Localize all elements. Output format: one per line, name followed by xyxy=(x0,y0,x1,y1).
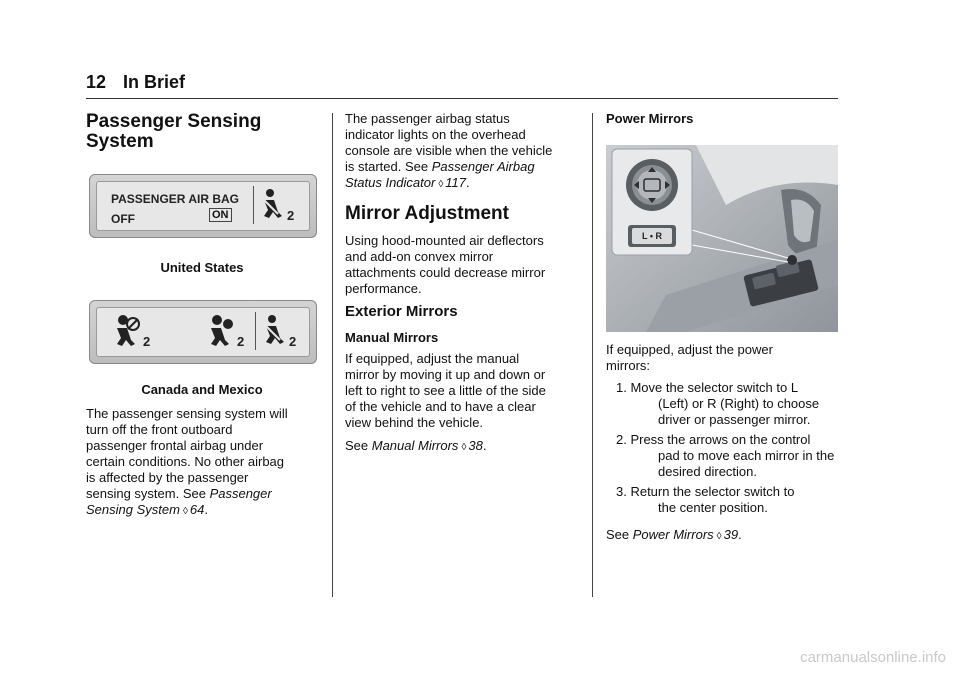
lr-selector-switch: L • R xyxy=(642,231,662,241)
text-line: Sensing System ◊ 64. xyxy=(86,502,208,517)
exterior-mirrors-heading: Exterior Mirrors xyxy=(345,303,458,320)
passenger-sensing-paragraph xyxy=(86,406,326,520)
power-mirrors-link[interactable]: Power Mirrors xyxy=(632,527,714,542)
page-ref-icon: ◊ xyxy=(182,506,188,517)
column-divider-1 xyxy=(332,113,333,597)
power-mirrors-intro xyxy=(606,342,842,374)
watermark: carmanualsonline.info xyxy=(800,649,946,666)
passenger-air-bag-label: PASSENGER AIR BAG xyxy=(111,192,240,206)
seat-position-digit-3: 2 xyxy=(289,334,297,349)
text-line: performance. xyxy=(345,281,422,296)
text-line: mirrors: xyxy=(606,358,651,373)
page-ref-number[interactable]: 39 xyxy=(723,527,739,542)
text-line: sensing system. See Passenger xyxy=(86,486,272,501)
text-line: certain conditions. No other airbag xyxy=(86,454,285,469)
page-ref-icon: ◊ xyxy=(461,442,467,453)
step-1: 1. Move the selector switch to L (Left) or R (Right) to choose driver or passenger mirror. xyxy=(616,380,820,427)
manual-mirrors-paragraph xyxy=(345,351,585,431)
text-line: and add-on convex mirror xyxy=(345,249,494,264)
text-line: is affected by the passenger xyxy=(86,470,249,485)
page-ref-number[interactable]: 64 xyxy=(189,502,205,517)
page-ref-number[interactable]: 117 xyxy=(445,175,467,190)
page-ref-icon: ◊ xyxy=(438,179,444,190)
page-ref-icon: ◊ xyxy=(716,531,722,542)
manual-mirrors-heading: Manual Mirrors xyxy=(345,330,439,345)
text-line: If equipped, adjust the power xyxy=(606,342,773,357)
text-line: indicator lights on the overhead xyxy=(345,127,526,142)
airbag-indicator-canada-mexico xyxy=(89,300,317,364)
text-line: of the vehicle and to have a clear xyxy=(345,399,536,414)
text-line: The passenger sensing system will xyxy=(86,406,288,421)
section-heading-line2: System xyxy=(86,131,154,152)
column-divider-2 xyxy=(592,113,593,597)
text-line: is started. See Passenger Airbag xyxy=(345,159,535,174)
text-line: passenger frontal airbag under xyxy=(86,438,264,453)
seat-belt-icon xyxy=(260,188,288,220)
page-ref-number[interactable]: 38 xyxy=(468,438,483,453)
passenger-sensing-link-cont[interactable]: Sensing System xyxy=(86,502,180,517)
airbag-status-link[interactable]: Passenger Airbag xyxy=(431,159,535,174)
door-panel-illustration xyxy=(606,145,838,332)
header-rule xyxy=(86,98,838,99)
power-mirrors-steps xyxy=(606,380,846,516)
panel-divider-2 xyxy=(255,312,256,350)
manual-mirrors-link[interactable]: Manual Mirrors xyxy=(371,438,459,453)
text-line: view behind the vehicle. xyxy=(345,415,484,430)
text-line: mirror by moving it up and down or xyxy=(345,367,546,382)
on-label: ON xyxy=(209,208,232,222)
caption-canada-mexico: Canada and Mexico xyxy=(141,382,263,397)
text-line: attachments could decrease mirror xyxy=(345,265,546,280)
text-line: left to right to see a little of the side xyxy=(345,383,546,398)
page-number: 12 xyxy=(86,72,107,92)
power-mirrors-heading: Power Mirrors xyxy=(606,111,694,126)
airbag-on-icon xyxy=(205,314,235,348)
mirror-warning-paragraph xyxy=(345,233,585,297)
text-line: Using hood-mounted air deflectors xyxy=(345,233,544,248)
section-title: In Brief xyxy=(123,72,186,92)
power-mirror-control-photo xyxy=(606,145,838,332)
section-heading-line1: Passenger Sensing xyxy=(86,111,262,132)
power-mirrors-see-also: See Power Mirrors ◊ 39. xyxy=(606,527,742,542)
step-3: 3. Return the selector switch to the center position. xyxy=(616,484,795,515)
text-line: The passenger airbag status xyxy=(345,111,510,126)
seat-belt-icon-2 xyxy=(262,314,290,346)
seat-position-digit-1: 2 xyxy=(143,334,151,349)
text-line: If equipped, adjust the manual xyxy=(345,351,520,366)
text-line: turn off the front outboard xyxy=(86,422,233,437)
caption-united-states: United States xyxy=(160,260,244,275)
text-line: Status Indicator ◊ 117. xyxy=(345,175,470,190)
seat-position-digit: 2 xyxy=(287,208,295,223)
airbag-off-icon xyxy=(111,314,141,348)
mirror-adjustment-heading: Mirror Adjustment xyxy=(345,203,509,224)
airbag-indicator-us xyxy=(89,174,317,238)
text-line: console are visible when the vehicle xyxy=(345,143,553,158)
passenger-sensing-link[interactable]: Passenger xyxy=(209,486,272,501)
step-2: 2. Press the arrows on the control pad to move each mirror in the desired direction. xyxy=(616,432,835,479)
airbag-status-paragraph xyxy=(345,111,585,193)
manual-mirrors-see-also: See Manual Mirrors ◊ 38. xyxy=(345,438,487,453)
panel-divider xyxy=(253,186,254,224)
airbag-status-link-cont[interactable]: Status Indicator xyxy=(345,175,436,190)
off-label: OFF xyxy=(111,212,135,226)
seat-position-digit-2: 2 xyxy=(237,334,245,349)
